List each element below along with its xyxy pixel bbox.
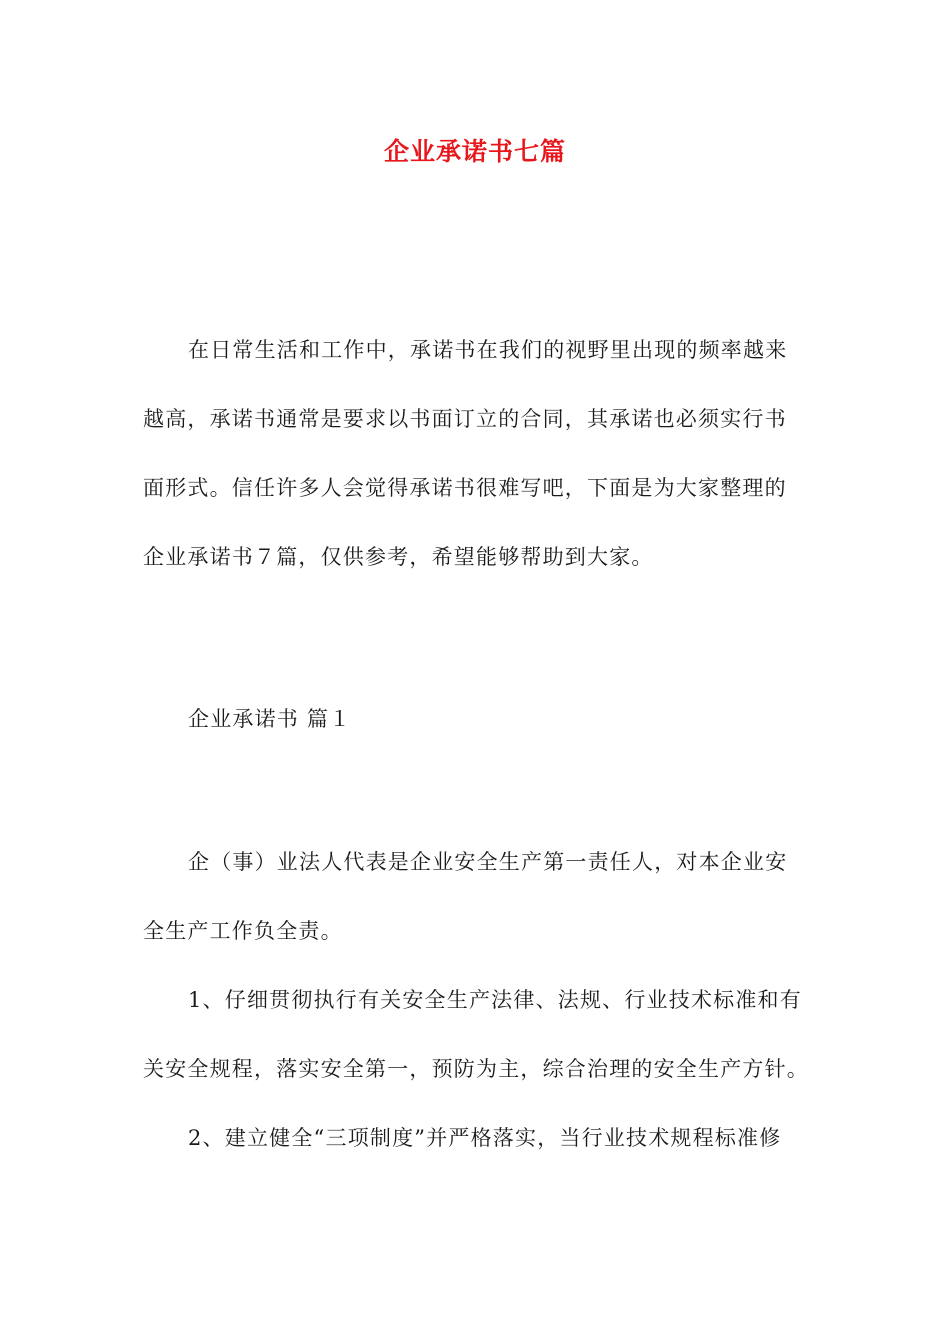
paragraph-responsibility — [143, 828, 808, 966]
intro-line-3: 面形式。信任许多人会觉得承诺书很难写吧，下面是为大家整理的 — [143, 476, 787, 500]
paragraph-item-2 — [143, 1104, 808, 1173]
paragraph-c-line-1: 2、建立健全“三项制度”并严格落实，当行业技术规程标准修 — [188, 1126, 782, 1150]
paragraph-a-line-1: 企（事）业法人代表是企业安全生产第一责任人，对本企业安 — [188, 850, 788, 874]
paragraph-a-line-2: 全生产工作负全责。 — [143, 919, 343, 943]
section-heading — [143, 685, 808, 754]
intro-line-1: 在日常生活和工作中，承诺书在我们的视野里出现的频率越来 — [188, 338, 788, 362]
intro-line-2: 越高，承诺书通常是要求以书面订立的合同，其承诺也必须实行书 — [143, 407, 787, 431]
paragraph-item-1 — [143, 966, 808, 1104]
intro-paragraph — [143, 316, 808, 592]
section-heading-text: 企业承诺书 篇１ — [188, 707, 352, 731]
paragraph-b-line-1: 1、仔细贯彻执行有关安全生产法律、法规、行业技术标准和有 — [188, 988, 802, 1012]
intro-line-4: 企业承诺书７篇，仅供参考，希望能够帮助到大家。 — [143, 545, 654, 569]
document-title: 企业承诺书七篇 — [383, 137, 566, 166]
paragraph-b-line-2: 关安全规程，落实安全第一，预防为主，综合治理的安全生产方针。 — [143, 1057, 809, 1081]
